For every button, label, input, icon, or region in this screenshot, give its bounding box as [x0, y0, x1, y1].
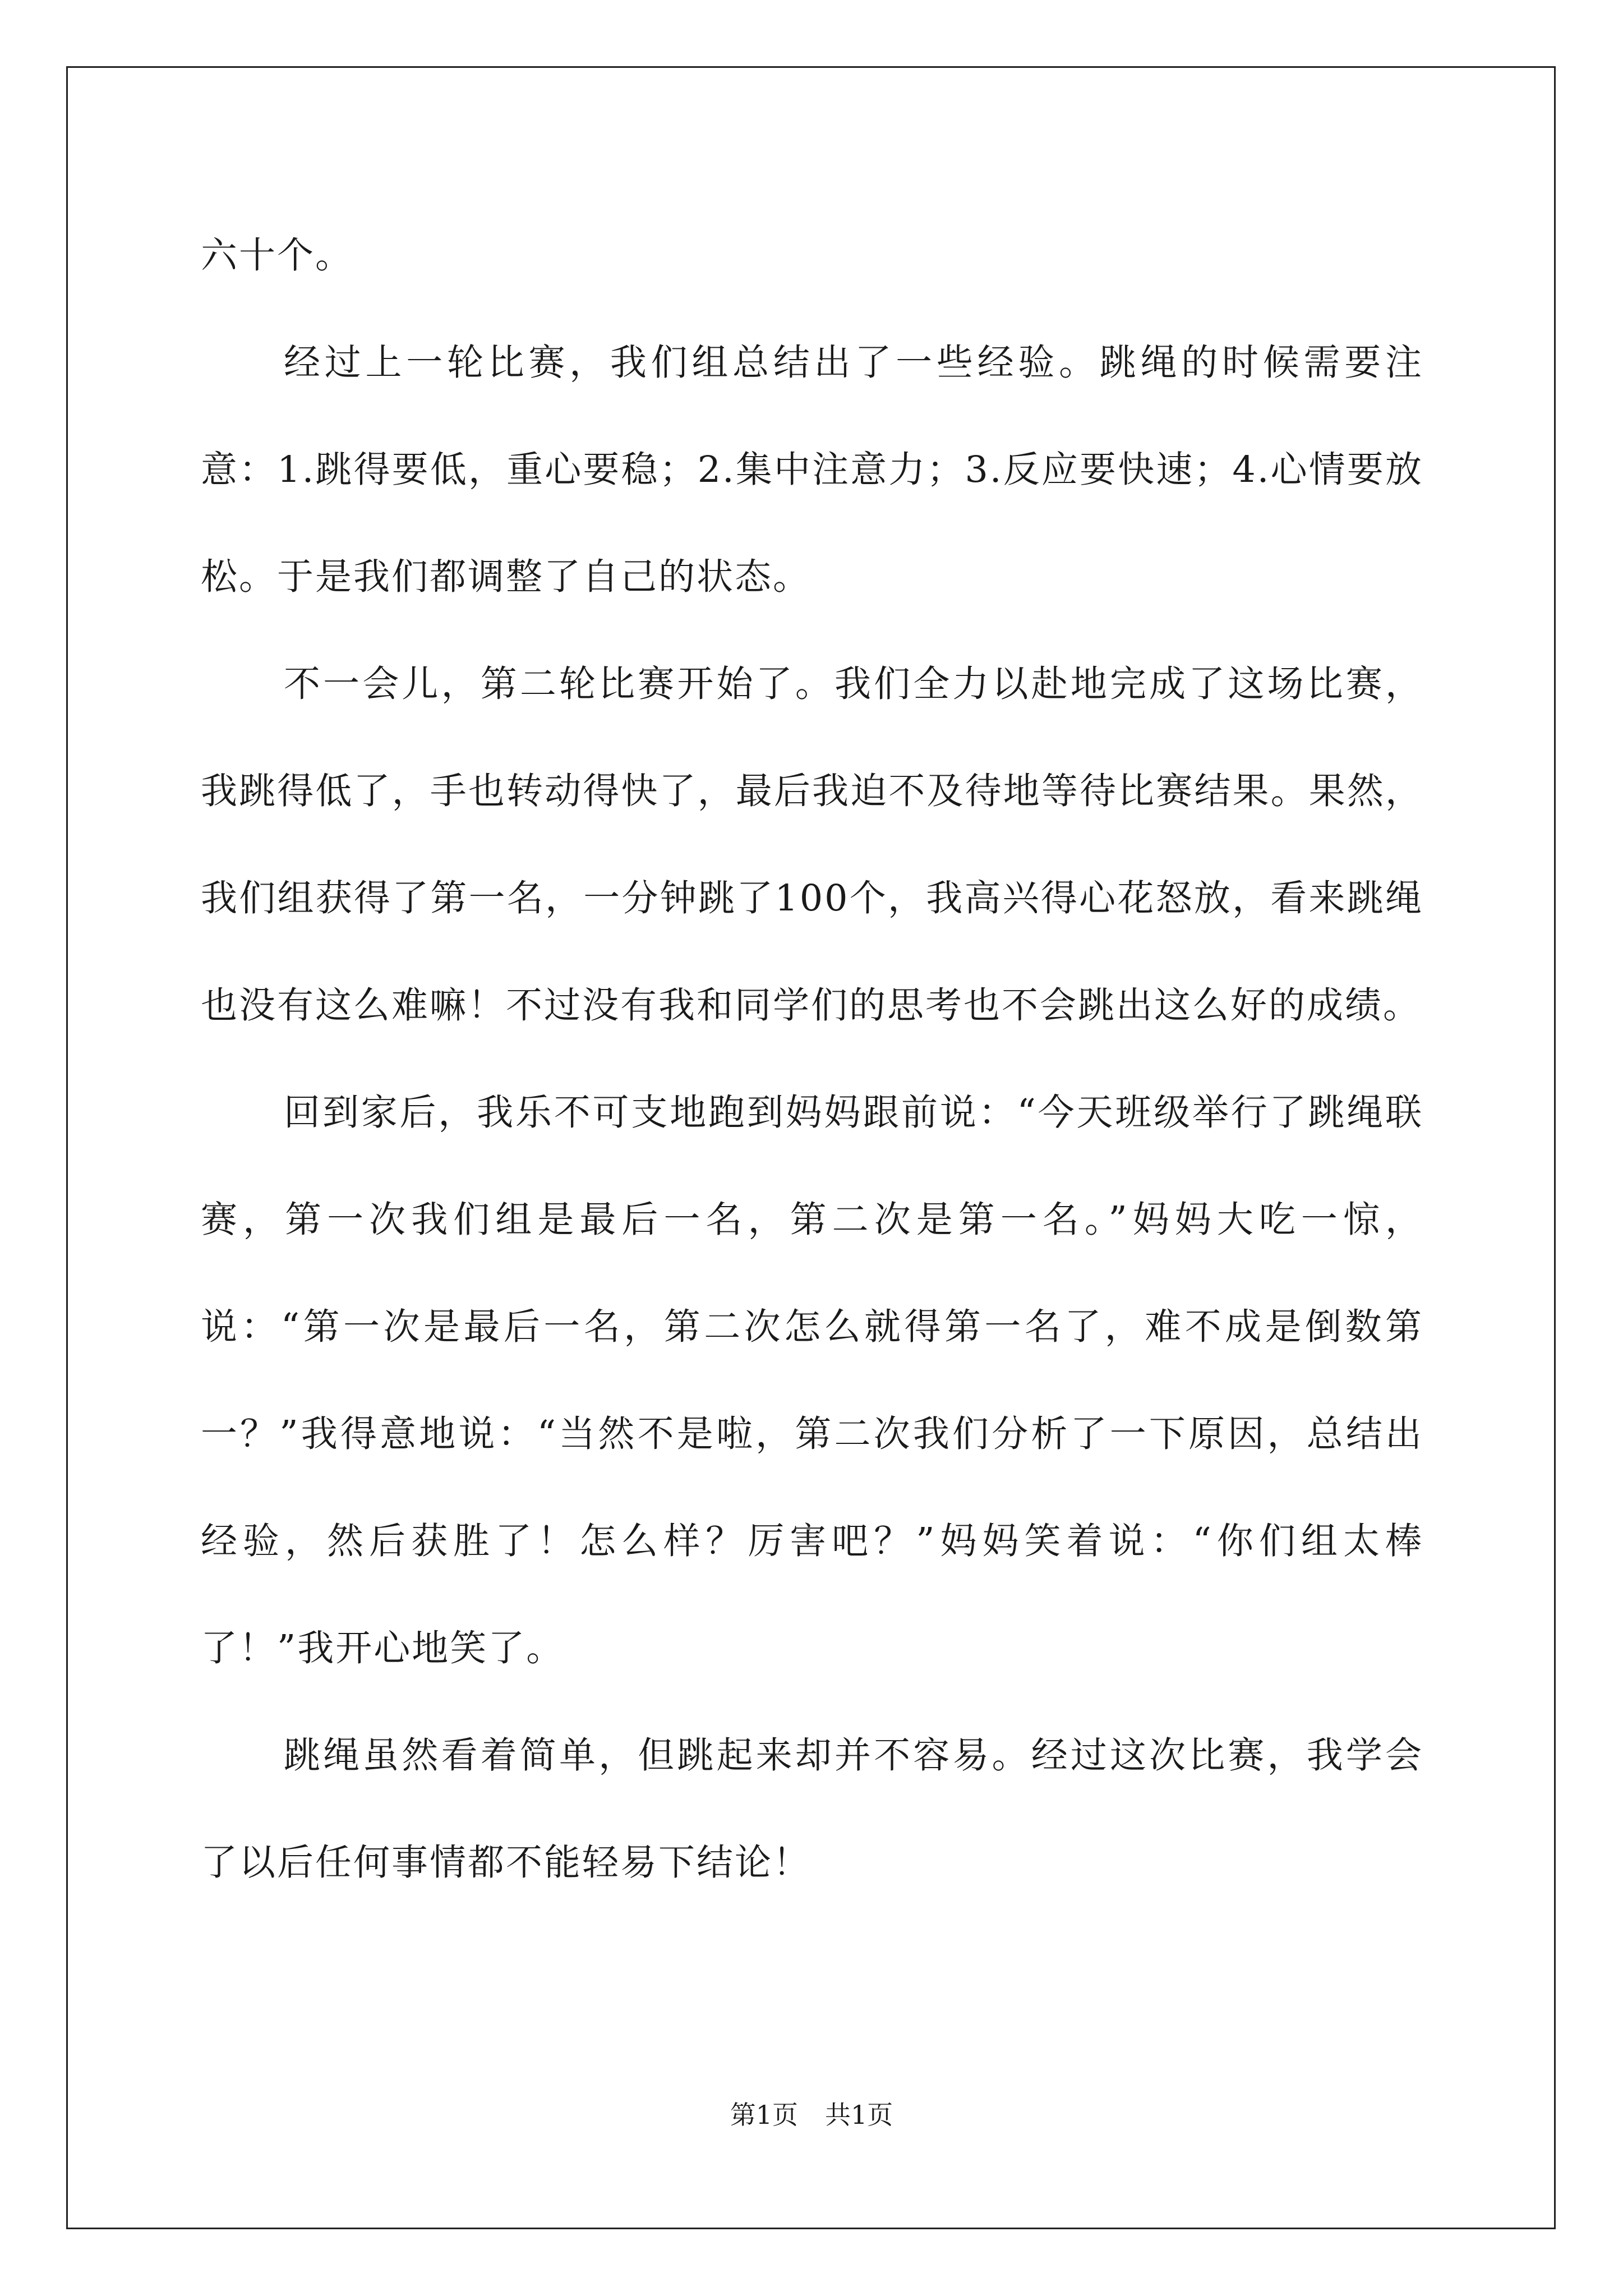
page-number-total: 共1页	[825, 2100, 893, 2130]
paragraph: 跳绳虽然看着简单，但跳起来却并不容易。经过这次比赛，我学会了以后任何事情都不能轻易下结论！	[201, 1734, 1423, 1884]
paragraph: 不一会儿，第二轮比赛开始了。我们全力以赴地完成了这场比赛，我跳得低了，手也转动得快了，最后我迫不及待地等待比赛结果。果然，我们组获得了第一名，一分钟跳了100个，我高兴得心花怒放，看来跳绳也没有这么难嘛！不过没有我和同学们的思考也不会跳出这么好的成绩。	[201, 663, 1423, 1027]
document-body	[201, 202, 1423, 1916]
paragraph: 经过上一轮比赛，我们组总结出了一些经验。跳绳的时候需要注意：1.跳得要低，重心要稳；2.集中注意力；3.反应要快速；4.心情要放松。于是我们都调整了自己的状态。	[201, 342, 1423, 598]
page-number-current: 第1页	[730, 2100, 798, 2130]
paragraph: 回到家后，我乐不可支地跑到妈妈跟前说：“今天班级举行了跳绳联赛，第一次我们组是最后一名，第二次是第一名。”妈妈大吃一惊，说：“第一次是最后一名，第二次怎么就得第一名了，难不成是倒数第一？”我得意地说：“当然不是啦，第二次我们分析了一下原因，总结出经验，然后获胜了！怎么样？厉害吧？”妈妈笑着说：“你们组太棒了！”我开心地笑了。	[201, 1092, 1423, 1669]
paragraph-continuation: 六十个。	[201, 234, 354, 277]
page-footer	[0, 2098, 1623, 2132]
